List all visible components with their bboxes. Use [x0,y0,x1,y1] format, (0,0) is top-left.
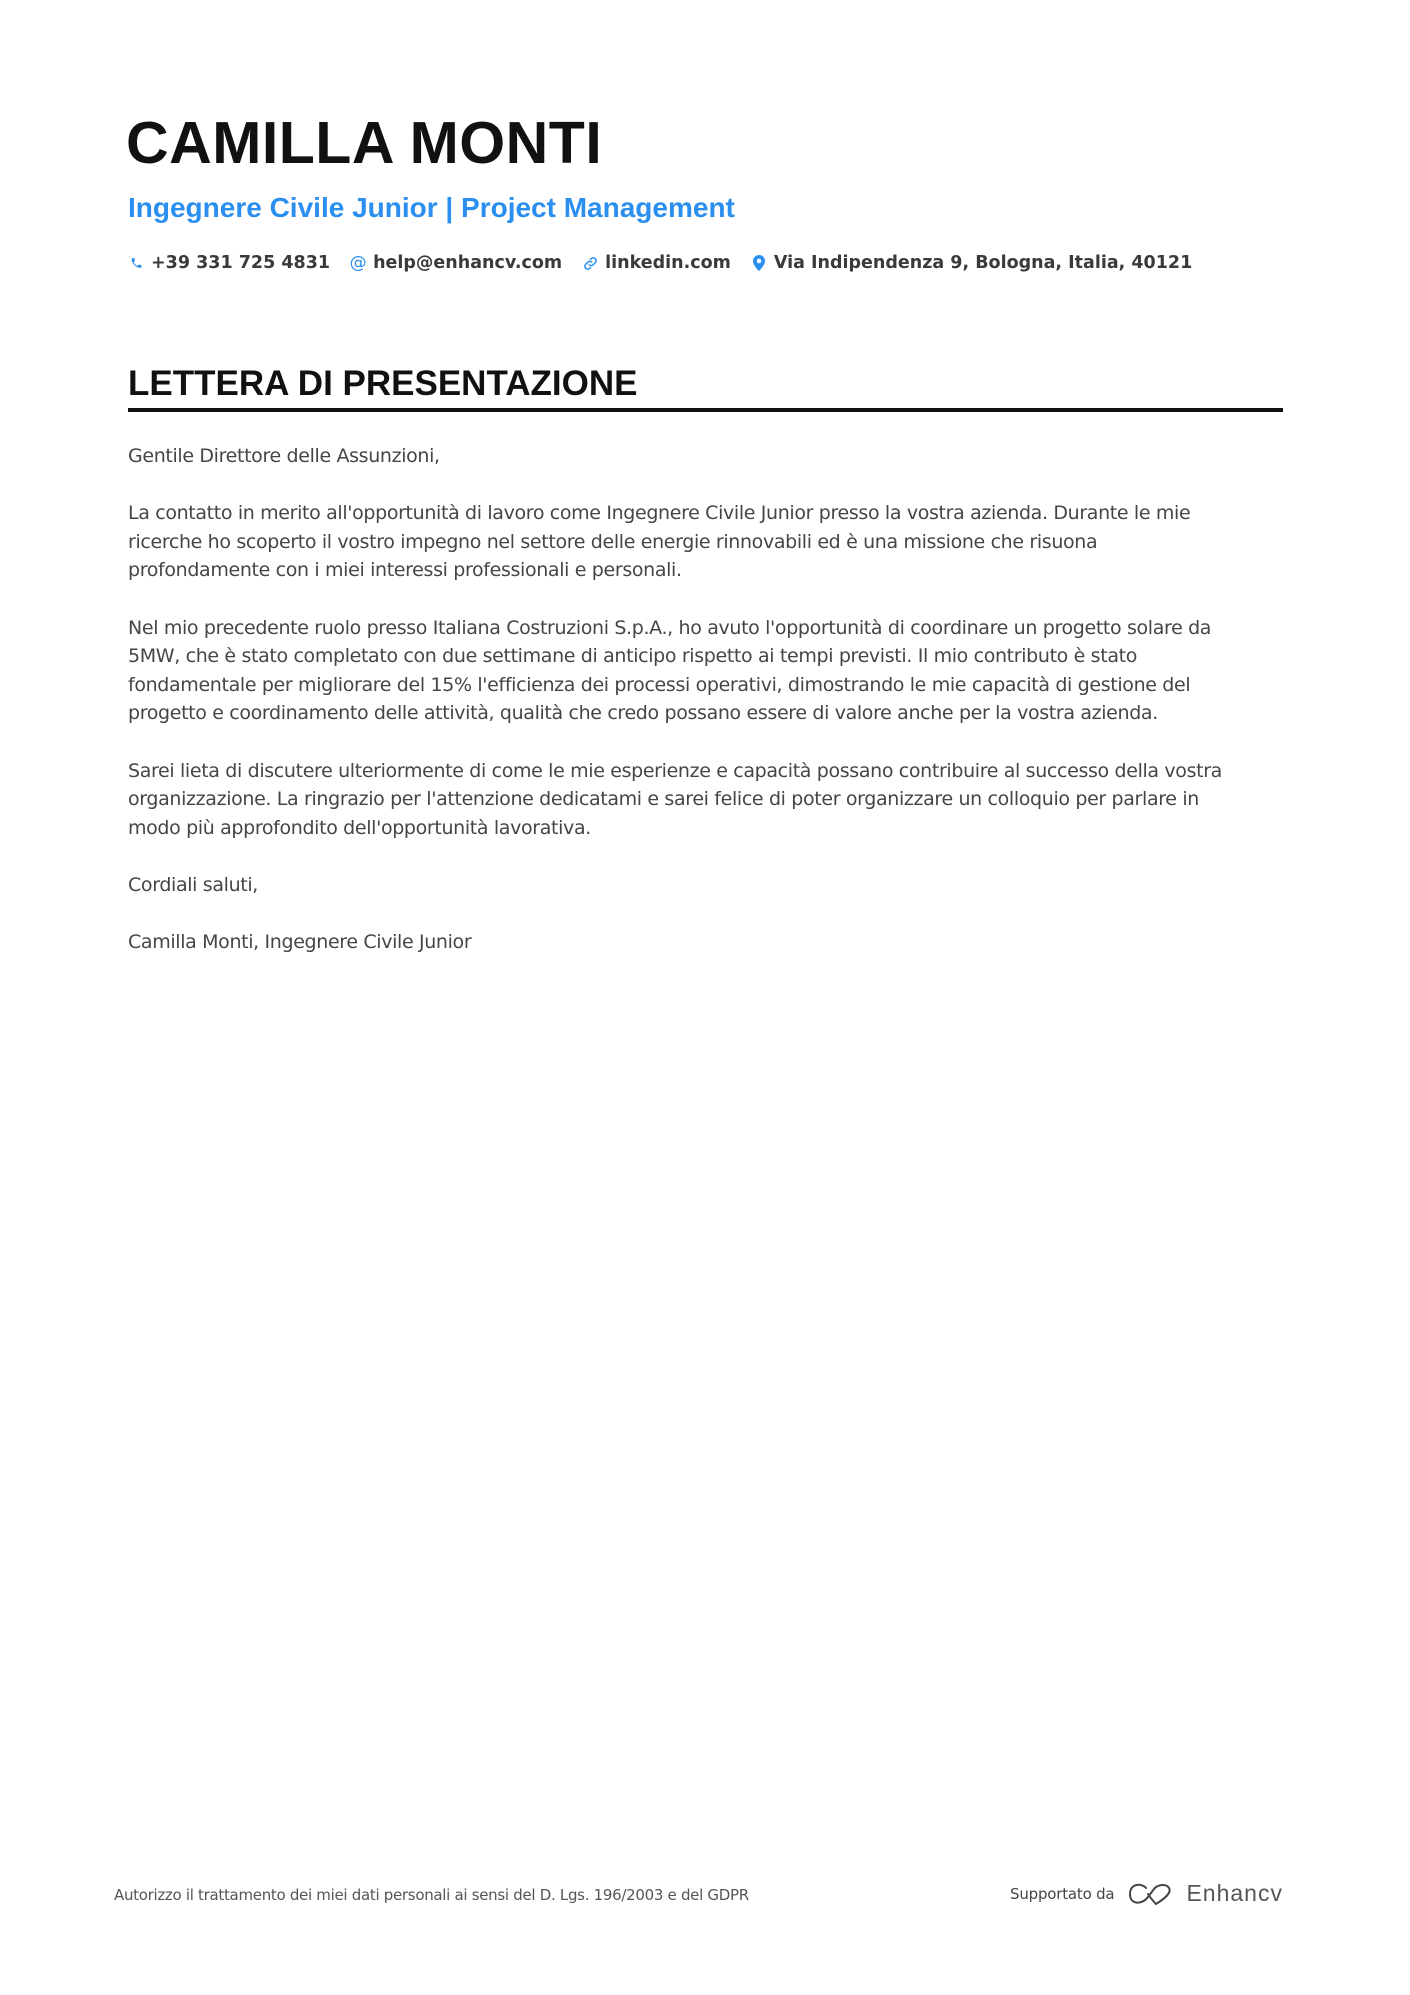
at-icon: @ [349,253,367,273]
contact-linkedin[interactable] [582,253,731,273]
brand-name: Enhancv [1186,1880,1283,1906]
powered-by[interactable] [1010,1880,1283,1907]
paragraph-line: profondamente con i miei interessi professionali e personali. [128,559,682,582]
paragraph-line: progetto e coordinamento delle attività, qualità che credo possano essere di valore anche per la vostra azienda. [128,702,1158,725]
paragraph-line: 5MW, che è stato completato con due settimane di anticipo rispetto ai tempi previsti. Il mio contributo è stato [128,645,1137,668]
contact-phone[interactable] [128,253,330,273]
link-icon [582,254,598,272]
linkedin-url: linkedin.com [605,253,731,273]
enhancv-logo-icon [1126,1881,1174,1907]
contact-info-row [128,253,1212,273]
closing: Cordiali saluti, [128,873,258,896]
letter-body [128,442,1298,985]
address: Via Indipendenza 9, Bologna, Italia, 40121 [773,253,1193,273]
greeting: Gentile Direttore delle Assunzioni, [128,445,440,467]
email-address: help@enhancv.com [373,253,563,273]
section-divider [128,408,1283,412]
paragraph-line: Sarei lieta di discutere ulteriormente di come le mie esperienze e capacità possano contribuire al successo della vostra [128,759,1222,782]
contact-email[interactable] [350,253,562,273]
contact-address [751,253,1192,273]
location-pin-icon [751,254,767,272]
paragraph-closing [128,757,1298,843]
paragraph-experience [128,614,1298,728]
powered-by-label: Supportato da [1010,1884,1115,1903]
paragraph-line: fondamentale per migliorare del 15% l'efficienza dei processi operativi, dimostrando le mie capacità di gestione del [128,673,1191,696]
privacy-consent: Autorizzo il trattamento dei miei dati personali ai sensi del D. Lgs. 196/2003 e del GDPR [114,1886,749,1904]
paragraph-line: organizzazione. La ringrazio per l'attenzione dedicatami e sarei felice di poter organizzare un colloquio per parlare in [128,788,1199,811]
paragraph-line: ricerche ho scoperto il vostro impegno nel settore delle energie rinnovabili ed è una missione che risuona [128,530,1098,553]
paragraph-line: Nel mio precedente ruolo presso Italiana Costruzioni S.p.A., ho avuto l'opportunità di coordinare un progetto solare da [128,616,1212,639]
phone-number: +39 331 725 4831 [151,253,331,273]
phone-icon [128,254,144,272]
section-title: LETTERA DI PRESENTAZIONE [128,364,638,403]
paragraph-intro [128,499,1298,585]
signature: Camilla Monti, Ingegnere Civile Junior [128,931,472,954]
candidate-name: CAMILLA MONTI [126,110,603,176]
paragraph-line: modo più approfondito dell'opportunità lavorativa. [128,816,591,839]
candidate-title: Ingegnere Civile Junior | Project Management [128,192,735,223]
paragraph-line: La contatto in merito all'opportunità di lavoro come Ingegnere Civile Junior presso la vostra azienda. Durante le mie [128,502,1191,525]
